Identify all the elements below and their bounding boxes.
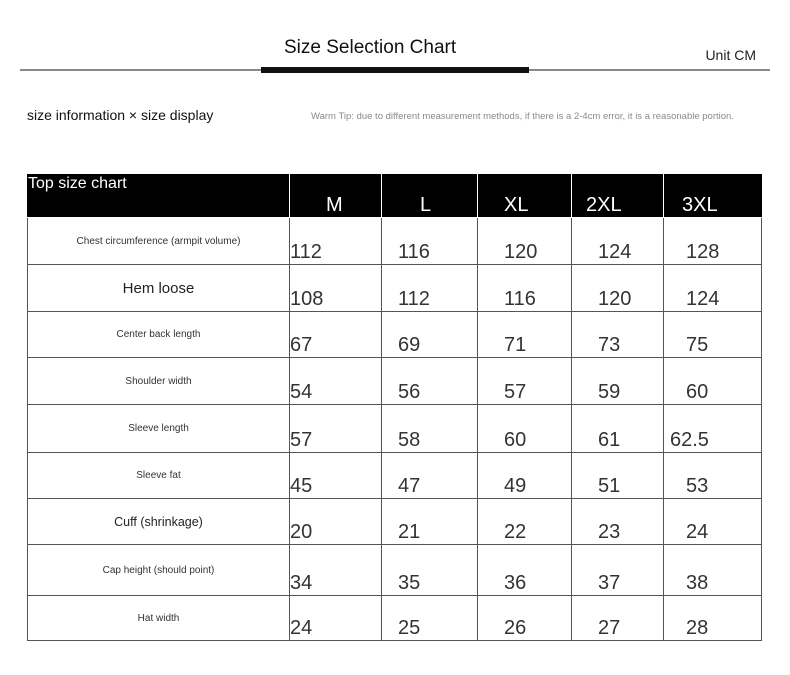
table-cell: 34: [290, 545, 382, 596]
table-cell: 59: [572, 358, 664, 405]
table-cell: 38: [664, 545, 762, 596]
table-cell: 128: [664, 218, 762, 265]
page-title: Size Selection Chart: [284, 37, 457, 58]
row-label: Hem loose: [28, 265, 290, 312]
table-cell: 124: [664, 265, 762, 312]
row-label: Center back length: [28, 312, 290, 358]
table-cell: 71: [478, 312, 572, 358]
table-cell: 54: [290, 358, 382, 405]
table-cell: 51: [572, 453, 664, 499]
table-cell: 57: [290, 405, 382, 453]
row-label: Sleeve length: [28, 405, 290, 453]
row-label: Hat width: [28, 596, 290, 641]
warm-tip: Warm Tip: due to different measurement methods, if there is a 2-4cm error, it is a reasonable portion.: [311, 111, 734, 122]
table-cell: 60: [478, 405, 572, 453]
row-label: Sleeve fat: [28, 453, 290, 499]
table-cell: 49: [478, 453, 572, 499]
row-label: Cuff (shrinkage): [28, 499, 290, 545]
title-underline: [261, 67, 529, 73]
table-cell: 69: [382, 312, 478, 358]
table-corner-label: Top size chart: [28, 175, 290, 218]
table-cell: 22: [478, 499, 572, 545]
table-cell: 56: [382, 358, 478, 405]
table-cell: 124: [572, 218, 664, 265]
table-cell: 47: [382, 453, 478, 499]
table-cell: 21: [382, 499, 478, 545]
size-header-xl: XL: [478, 175, 572, 218]
row-label: Shoulder width: [28, 358, 290, 405]
table-row: [28, 265, 762, 312]
size-info-heading: size information × size display: [27, 107, 214, 123]
table-cell: 67: [290, 312, 382, 358]
table-cell: 62.5: [664, 405, 762, 453]
size-header-3xl: 3XL: [664, 175, 762, 218]
table-cell: 37: [572, 545, 664, 596]
table-row: [28, 596, 762, 641]
size-header-2xl: 2XL: [572, 175, 664, 218]
table-cell: 116: [478, 265, 572, 312]
table-cell: 75: [664, 312, 762, 358]
table-cell: 120: [572, 265, 664, 312]
row-label: Chest circumference (armpit volume): [28, 218, 290, 265]
table-cell: 25: [382, 596, 478, 641]
size-table: [27, 174, 762, 641]
size-header-row: [28, 175, 762, 218]
table-cell: 60: [664, 358, 762, 405]
table-cell: 20: [290, 499, 382, 545]
table-cell: 27: [572, 596, 664, 641]
table-cell: 58: [382, 405, 478, 453]
unit-label: Unit CM: [705, 47, 756, 63]
size-header-l: L: [382, 175, 478, 218]
table-cell: 23: [572, 499, 664, 545]
table-cell: 112: [382, 265, 478, 312]
table-cell: 45: [290, 453, 382, 499]
table-cell: 108: [290, 265, 382, 312]
table-row: [28, 358, 762, 405]
row-label: Cap height (should point): [28, 545, 290, 596]
table-row: [28, 405, 762, 453]
table-row: [28, 545, 762, 596]
table-cell: 28: [664, 596, 762, 641]
size-header-m: M: [290, 175, 382, 218]
table-cell: 116: [382, 218, 478, 265]
table-cell: 26: [478, 596, 572, 641]
table-cell: 120: [478, 218, 572, 265]
table-cell: 35: [382, 545, 478, 596]
table-row: [28, 453, 762, 499]
table-cell: 53: [664, 453, 762, 499]
table-row: [28, 218, 762, 265]
table-cell: 61: [572, 405, 664, 453]
table-cell: 36: [478, 545, 572, 596]
table-row: [28, 499, 762, 545]
table-cell: 57: [478, 358, 572, 405]
table-cell: 112: [290, 218, 382, 265]
table-row: [28, 312, 762, 358]
table-cell: 24: [664, 499, 762, 545]
table-cell: 73: [572, 312, 664, 358]
table-cell: 24: [290, 596, 382, 641]
